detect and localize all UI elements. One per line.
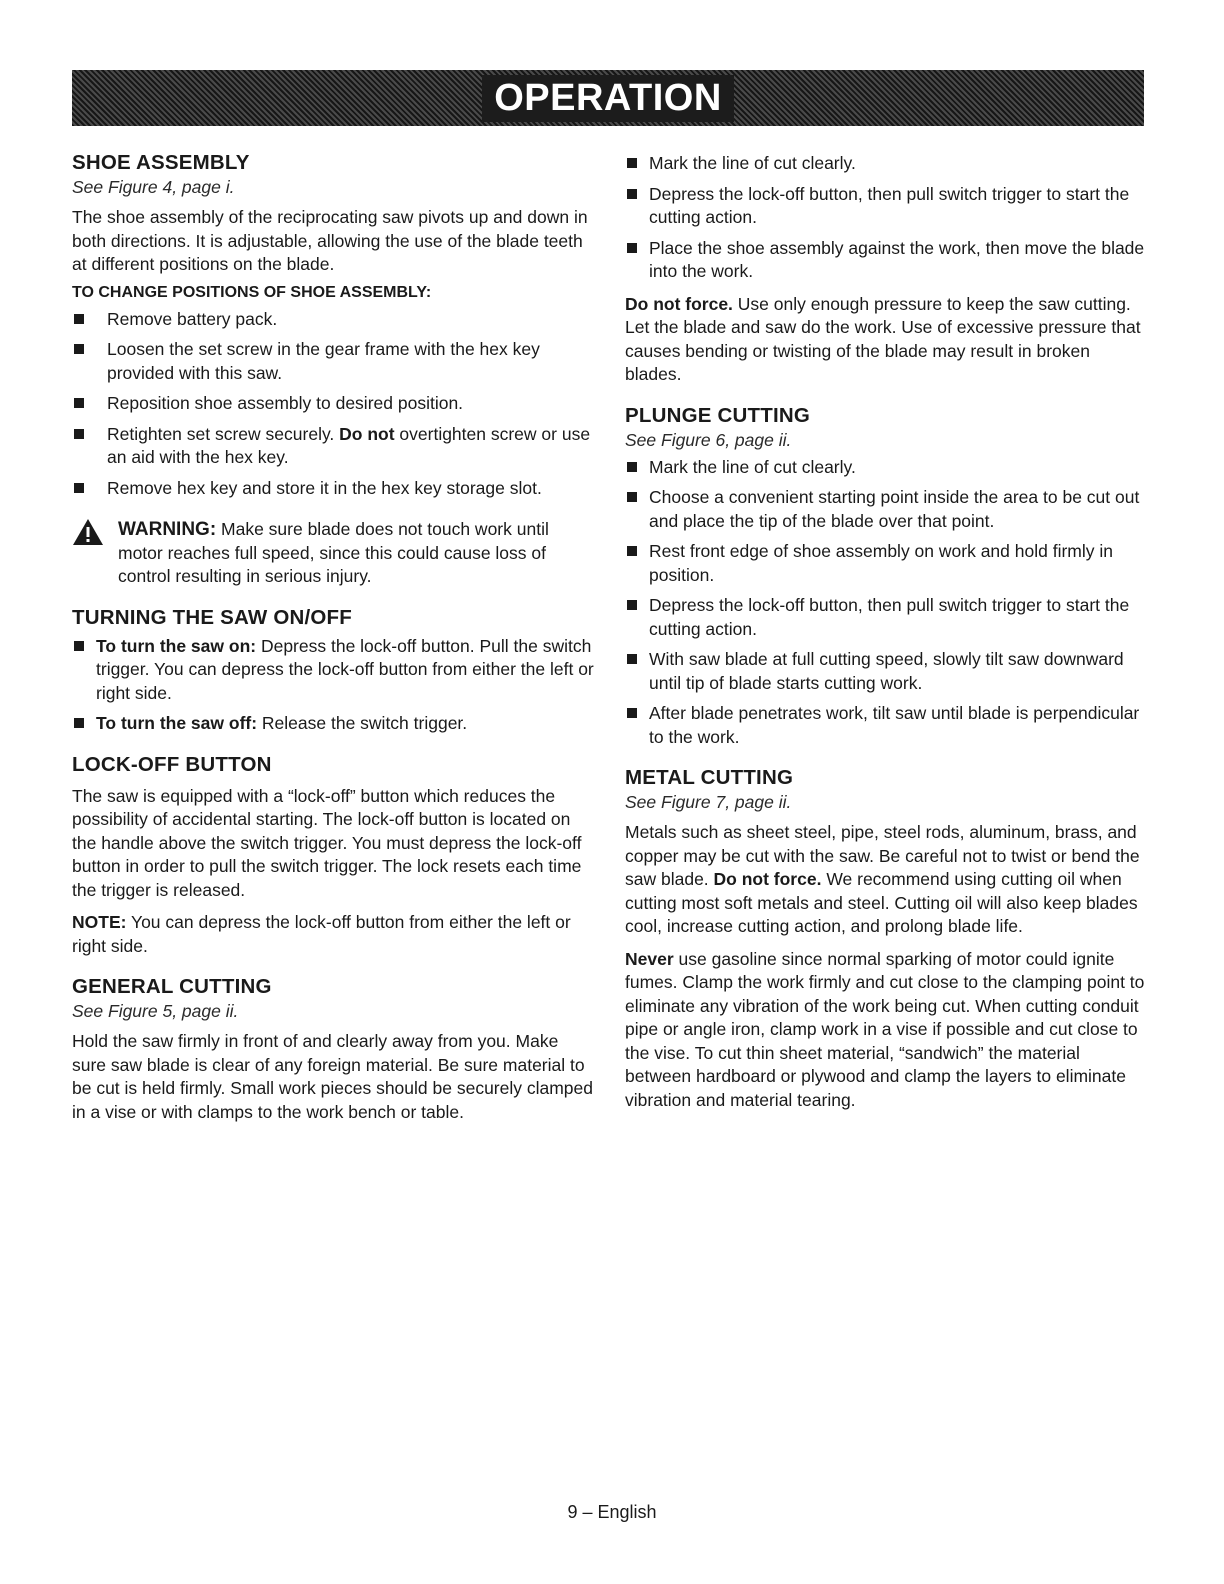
list-item: Remove hex key and store it in the hex key storage slot. [72, 477, 597, 501]
plunge-steps-list [625, 456, 1150, 750]
section-banner [72, 70, 1144, 126]
bullet-square-icon [627, 654, 637, 664]
list-item: Mark the line of cut clearly. [625, 152, 1150, 176]
lock-off-note: NOTE: You can depress the lock-off button from either the left or right side. [72, 912, 571, 956]
lock-off-heading: LOCK-OFF BUTTON [72, 752, 272, 776]
metal-cutting-body: Metals such as sheet steel, pipe, steel rods, aluminum, brass, and copper may be cut with the saw. Be careful not to twist or bend the saw blade. Do not force. We recommend using cutting oil when cutting most soft metals and steel. Cutting oil will also keep blades cool, increase cutting action, and prolong blade life. [625, 822, 1140, 936]
bullet-square-icon [74, 344, 84, 354]
warning-triangle-icon [72, 518, 104, 546]
bullet-square-icon [74, 314, 84, 324]
bullet-square-icon [74, 483, 84, 493]
list-item: Remove battery pack. [72, 308, 597, 332]
do-not-force-paragraph: Do not force. Use only enough pressure to keep the saw cutting. Let the blade and saw do the work. Use of excessive pressure that causes bending or twisting of the blade may result in broken blades. [625, 293, 1141, 384]
bullet-square-icon [627, 708, 637, 718]
list-item: Choose a convenient starting point inside the area to be cut out and place the tip of the blade over that point. [625, 486, 1150, 533]
list-item: Loosen the set screw in the gear frame with the hex key provided with this saw. [72, 338, 597, 385]
list-item: Retighten set screw securely. Do not overtighten screw or use an aid with the hex key. [72, 423, 597, 470]
warning-block [72, 518, 597, 589]
list-item: To turn the saw on: Depress the lock-off button. Pull the switch trigger. You can depress the lock-off button from either the left or right side. [72, 635, 597, 706]
lock-off-body: The saw is equipped with a “lock-off” button which reduces the possibility of accidental starting. The lock-off button is located on the handle above the switch trigger. You must depress the lock-off button in order to pull the switch trigger. The lock resets each time the trigger is released. [72, 785, 582, 900]
list-item: Reposition shoe assembly to desired position. [72, 392, 597, 416]
metal-cutting-heading: METAL CUTTING [625, 766, 794, 789]
never-gasoline-paragraph: Never use gasoline since normal sparking of motor could ignite fumes. Clamp the work firmly and cut close to the clamping point to eliminate any vibration of the work being cut. When cutting conduit pipe or angle iron, clamp work in a vise if possible and cut close to the vise. To cut thin sheet material, “sandwich” the material between hardboard or plywood and clamp the layers to eliminate vibration and material tearing. [625, 948, 1145, 1110]
warning-label: WARNING: [118, 519, 217, 540]
plunge-cutting-heading: PLUNGE CUTTING [625, 403, 811, 427]
bullet-square-icon [627, 546, 637, 556]
right-column [625, 152, 1150, 1112]
list-item: After blade penetrates work, tilt saw until blade is perpendicular to the work. [625, 702, 1150, 749]
bullet-square-icon [627, 243, 637, 253]
list-item: Mark the line of cut clearly. [625, 456, 1150, 480]
shoe-assembly-heading: SHOE ASSEMBLY [72, 151, 250, 174]
list-item: With saw blade at full cutting speed, slowly tilt saw downward until tip of blade starts cutting work. [625, 648, 1150, 695]
general-steps-list [625, 152, 1150, 284]
list-item: Depress the lock-off button, then pull switch trigger to start the cutting action. [625, 594, 1150, 641]
bullet-square-icon [627, 492, 637, 502]
turning-saw-heading: TURNING THE SAW ON/OFF [72, 605, 352, 629]
general-cutting-heading: GENERAL CUTTING [72, 975, 272, 998]
plunge-figure-ref: See Figure 6, page ii. [625, 429, 792, 450]
bullet-square-icon [627, 462, 637, 472]
bullet-square-icon [74, 641, 84, 651]
bullet-square-icon [627, 600, 637, 610]
page-footer: 9 – English [567, 1502, 657, 1522]
change-positions-subheading: TO CHANGE POSITIONS OF SHOE ASSEMBLY: [72, 283, 432, 301]
list-item: Depress the lock-off button, then pull switch trigger to start the cutting action. [625, 183, 1150, 230]
shoe-steps-list [72, 308, 597, 501]
bullet-square-icon [74, 718, 84, 728]
banner-title: OPERATION [482, 75, 734, 122]
list-item: To turn the saw off: Release the switch trigger. [72, 712, 597, 736]
bullet-square-icon [627, 189, 637, 199]
general-figure-ref: See Figure 5, page ii. [72, 1001, 239, 1021]
general-cutting-body: Hold the saw firmly in front of and clearly away from you. Make sure saw blade is clear of any foreign material. Be sure material to be cut is held firmly. Small work pieces should be securely clamped in a vise or with clamps to the work bench or table. [72, 1031, 594, 1122]
turning-list [72, 635, 597, 736]
shoe-figure-ref: See Figure 4, page i. [72, 177, 235, 197]
left-column [72, 150, 597, 1124]
warning-text: Make sure blade does not touch work until motor reaches full speed, since this could cause loss of control resulting in serious injury. [118, 519, 549, 586]
list-item: Place the shoe assembly against the work, then move the blade into the work. [625, 237, 1150, 284]
bullet-square-icon [74, 398, 84, 408]
bullet-square-icon [627, 158, 637, 168]
list-item: Rest front edge of shoe assembly on work and hold firmly in position. [625, 540, 1150, 587]
shoe-body: The shoe assembly of the reciprocating saw pivots up and down in both directions. It is adjustable, allowing the use of the blade teeth at different positions on the blade. [72, 207, 588, 274]
metal-figure-ref: See Figure 7, page ii. [625, 792, 792, 812]
bullet-square-icon [74, 429, 84, 439]
